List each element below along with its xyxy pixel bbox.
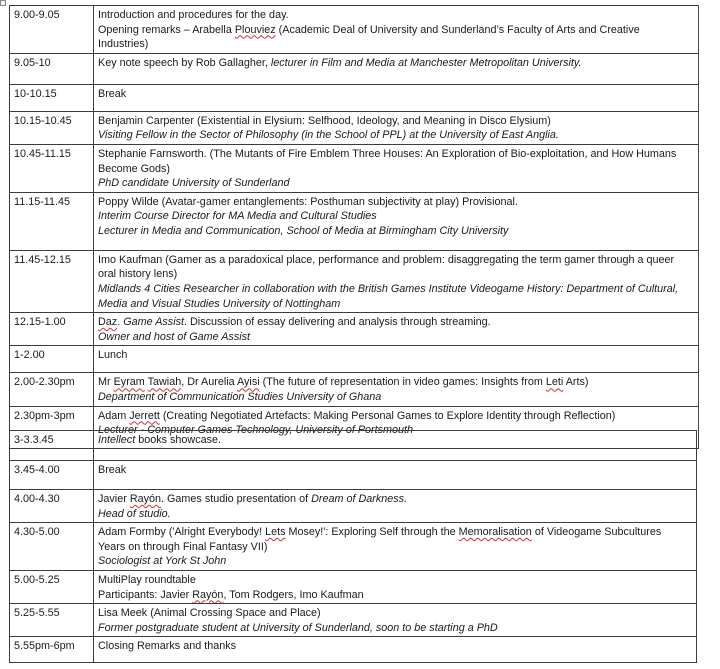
- session-cell: [94, 144, 699, 192]
- session-cell: [94, 490, 697, 523]
- schedule-table-afternoon: [9, 430, 697, 663]
- session-cell: [94, 250, 699, 312]
- time-cell: 12.15-1.00: [10, 313, 94, 346]
- time-cell: 2.00-2.30pm: [10, 373, 94, 406]
- session-cell: [94, 111, 699, 144]
- spelling-flagged-word[interactable]: Jerrett: [129, 409, 160, 422]
- table-row: [10, 84, 699, 111]
- session-title: MultiPlay roundtable: [98, 573, 196, 586]
- session-detail: Opening remarks – Arabella Plouviez (Academic Deal of University and Sunderland’s Faculty of Arts and Creative Industries): [98, 23, 640, 51]
- time-cell: 4.00-4.30: [10, 490, 94, 523]
- session-cell: [94, 523, 697, 571]
- speaker-affiliation: Midlands 4 Cities Researcher in collaboration with the British Games Institute Videogame History: Department of Cultural, Media and Visual Studies University of Nottingham: [98, 282, 679, 310]
- session-title: Daz. Game Assist. Discussion of essay delivering and analysis through streaming.: [98, 316, 491, 329]
- session-cell: [94, 461, 697, 490]
- session-title: Poppy Wilde (Avatar-gamer entanglements: Posthuman subjectivity at play) Provisional.: [98, 195, 518, 208]
- session-cell: [94, 373, 699, 406]
- table-move-handle[interactable]: [0, 0, 6, 6]
- session-title: Intellect books showcase.: [98, 434, 222, 446]
- session-title: Lisa Meek (Animal Crossing Space and Place): [98, 607, 321, 620]
- table-row: [10, 53, 699, 84]
- table-row: [10, 637, 697, 663]
- spelling-flagged-word[interactable]: Plouviez: [234, 23, 276, 36]
- table-row: [10, 111, 699, 144]
- schedule-table-morning: [9, 5, 699, 449]
- spelling-flagged-word[interactable]: Daz: [98, 316, 118, 329]
- speaker-affiliation: lecturer in Film and Media at Manchester Metropolitan University.: [270, 56, 582, 69]
- table-row: [10, 313, 699, 346]
- session-cell: [94, 346, 699, 373]
- session-title: Lunch: [98, 349, 128, 362]
- time-cell: 5.55pm-6pm: [10, 637, 94, 663]
- speaker-affiliation: Former postgraduate student at University of Sunderland, soon to be starting a PhD: [98, 621, 498, 634]
- table-row: [10, 604, 697, 637]
- session-title: Adam Jerrett (Creating Negotiated Artefacts: Making Personal Games to Explore Identity through Reflection): [98, 409, 616, 422]
- session-cell: [94, 53, 699, 84]
- speaker-affiliation: Visiting Fellow in the Sector of Philosophy (in the School of PPL) at the University of East Anglia.: [98, 129, 559, 142]
- session-title: Mr Eyram Tawiah, Dr Aurelia Ayisi (The future of representation in video games: Insights from Leti Arts): [98, 376, 589, 389]
- table-row: [10, 250, 699, 312]
- session-title: Break: [98, 464, 127, 476]
- time-cell: 1-2.00: [10, 346, 94, 373]
- speaker-role: Interim Course Director for MA Media and Cultural Studies: [98, 210, 377, 223]
- session-title: Closing Remarks and thanks: [98, 640, 237, 653]
- table-row: [10, 373, 699, 406]
- table-row: [10, 192, 699, 250]
- session-title: Benjamin Carpenter (Existential in Elysium: Selfhood, Ideology, and Meaning in Disco Elysium): [98, 114, 551, 127]
- session-cell: [94, 637, 697, 663]
- spelling-flagged-word[interactable]: Leti: [545, 376, 564, 389]
- time-cell: 3.45-4.00: [10, 461, 94, 490]
- spelling-flagged-word[interactable]: Lets: [265, 526, 286, 539]
- spelling-flagged-word[interactable]: Rayón: [129, 493, 162, 505]
- speaker-affiliation: Head of studio.: [98, 507, 171, 520]
- time-cell: 4.30-5.00: [10, 523, 94, 571]
- session-title: Stephanie Farnsworth. (The Mutants of Fire Emblem Three Houses: An Exploration of Bio-exploitation, and How Humans Become Gods): [98, 147, 677, 175]
- time-cell: 11.15-11.45: [10, 192, 94, 250]
- session-cell: [94, 570, 697, 603]
- table-row: [10, 431, 697, 461]
- table-row: [10, 523, 697, 571]
- session-cell: [94, 431, 697, 461]
- table-boundary-line: [698, 5, 699, 429]
- session-cell: [94, 84, 699, 111]
- time-cell: 2.30pm-3pm: [10, 406, 94, 448]
- table-row: [10, 346, 699, 373]
- table-row: [10, 6, 699, 54]
- session-title: Break: [98, 87, 127, 100]
- speaker-affiliation: Lecturer in Media and Communication, School of Media at Birmingham City University: [98, 224, 509, 237]
- time-cell: 10.45-11.15: [10, 144, 94, 192]
- time-cell: 9.05-10: [10, 53, 94, 84]
- session-title: Introduction and procedures for the day.: [98, 9, 289, 21]
- table-row: [10, 490, 697, 523]
- session-participants: Participants: Javier Rayón, Tom Rodgers, Imo Kaufman: [98, 588, 364, 601]
- time-cell: 9.00-9.05: [10, 6, 94, 54]
- speaker-affiliation: Department of Communication Studies University of Ghana: [98, 390, 382, 403]
- time-cell: 10-10.15: [10, 84, 94, 111]
- session-title: Key note speech by Rob Gallagher, lecturer in Film and Media at Manchester Metropolitan University.: [98, 56, 582, 69]
- time-cell: 5.00-5.25: [10, 570, 94, 603]
- session-cell: [94, 6, 699, 54]
- spelling-flagged-word[interactable]: Tawiah: [147, 376, 182, 389]
- spelling-flagged-word[interactable]: Rayón: [192, 588, 224, 601]
- time-cell: 10.15-10.45: [10, 111, 94, 144]
- table-row: [10, 570, 697, 603]
- time-cell: 5.25-5.55: [10, 604, 94, 637]
- spelling-flagged-word[interactable]: Eyram: [113, 376, 145, 389]
- table-row: [10, 144, 699, 192]
- time-cell: 3-3.3.45: [10, 431, 94, 461]
- speaker-affiliation: Owner and host of Game Assist: [98, 330, 251, 343]
- spelling-flagged-word[interactable]: Ayisi: [237, 376, 260, 389]
- speaker-affiliation: Lecturer - Computer Games Technology, University of Portsmouth: [98, 424, 414, 437]
- spelling-flagged-word[interactable]: Memoralisation: [458, 526, 532, 539]
- speaker-affiliation: Sociologist at York St John: [98, 555, 227, 568]
- time-cell: 11.45-12.15: [10, 250, 94, 312]
- session-title: Imo Kaufman (Gamer as a paradoxical place, performance and problem: disaggregating the term gamer through a queer oral history lens): [98, 253, 675, 281]
- session-title: Javier Rayón. Games studio presentation of Dream of Darkness.: [98, 493, 408, 505]
- session-title: Adam Formby ('Alright Everybody! Lets Mosey!': Exploring Self through the Memoralisation of Videogame Subcultures Years on through Final Fantasy VII): [98, 526, 662, 553]
- session-cell: [94, 313, 699, 346]
- speaker-affiliation: PhD candidate University of Sunderland: [98, 177, 290, 190]
- session-cell: [94, 192, 699, 250]
- table-row: [10, 461, 697, 490]
- session-cell: [94, 604, 697, 637]
